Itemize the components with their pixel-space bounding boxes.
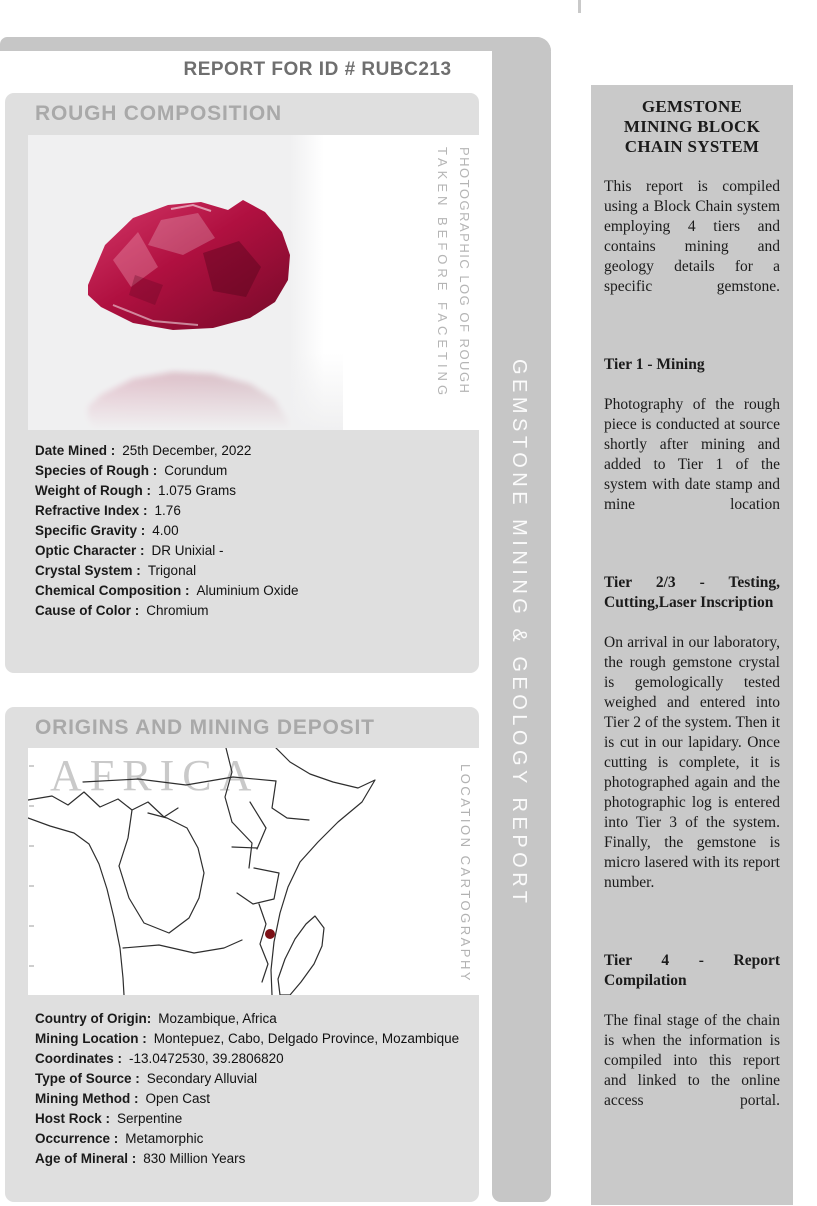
field-row-cause-of-color xyxy=(35,601,465,621)
tier1-heading: Tier 1 - Mining xyxy=(604,356,705,373)
field-value: Metamorphic xyxy=(125,1131,204,1146)
rough-composition-card xyxy=(5,93,479,673)
blockchain-heading: GEMSTONE MINING BLOCK CHAIN SYSTEM xyxy=(623,97,761,156)
origins-card xyxy=(5,707,479,1202)
field-row-weight xyxy=(35,481,465,501)
field-label: Occurrence : xyxy=(35,1131,119,1146)
field-value: -13.0472530, 39.2806820 xyxy=(129,1051,284,1066)
field-label: Species of Rough : xyxy=(35,463,158,478)
field-row-specific-gravity xyxy=(35,521,465,541)
rough-composition-title: ROUGH COMPOSITION xyxy=(35,102,282,125)
field-value: Trigonal xyxy=(147,563,197,578)
field-row-species xyxy=(35,461,465,481)
photo-caption-line1: PHOTOGRAPHIC LOG OF ROUGH xyxy=(457,147,472,395)
field-label: Date Mined : xyxy=(35,443,116,458)
tier1-body: Photography of the rough piece is conducted at source shortly after mining and added to Tier 1 of the system with date stamp and mine location xyxy=(604,396,780,513)
field-value: 25th December, 2022 xyxy=(122,443,252,458)
field-label: Crystal System : xyxy=(35,563,141,578)
mine-location-marker xyxy=(265,929,275,939)
africa-map-panel xyxy=(28,748,479,995)
field-row-occurrence xyxy=(35,1129,465,1149)
africa-map xyxy=(28,748,479,995)
field-value: Serpentine xyxy=(117,1111,183,1126)
blockchain-panel xyxy=(591,85,793,1205)
tier4-heading: Tier 4 - Report Compilation xyxy=(604,952,780,989)
tier4-body: The final stage of the chain is when the information is compiled into this report and linked to the online access portal. xyxy=(604,1012,780,1109)
field-row-refractive-index xyxy=(35,501,465,521)
field-label: Cause of Color : xyxy=(35,603,140,618)
field-row-crystal-system xyxy=(35,561,465,581)
field-row-date-mined xyxy=(35,441,465,461)
field-value: 1.075 Grams xyxy=(157,483,237,498)
vertical-title-strip xyxy=(492,37,551,1202)
field-label: Country of Origin: xyxy=(35,1011,152,1026)
tier23-heading: Tier 2/3 - Testing, Cutting,Laser Inscription xyxy=(604,574,780,611)
field-label: Refractive Index : xyxy=(35,503,148,518)
rough-fields-list xyxy=(35,441,465,621)
field-label: Type of Source : xyxy=(35,1071,140,1086)
map-caption: LOCATION CARTOGRAPHY xyxy=(458,764,473,984)
field-value: 830 Million Years xyxy=(143,1151,246,1166)
field-row-mining-location xyxy=(35,1029,465,1049)
map-watermark: AFRICA xyxy=(50,751,260,800)
field-value: 1.76 xyxy=(154,503,181,518)
field-value: Open Cast xyxy=(145,1091,211,1106)
field-label: Host Rock : xyxy=(35,1111,111,1126)
report-id-title: REPORT FOR ID # RUBC213 xyxy=(183,59,452,80)
field-value: DR Unixial - xyxy=(151,543,224,558)
photo-caption-line2: TAKEN BEFORE FACETING xyxy=(435,147,450,400)
field-row-host-rock xyxy=(35,1109,465,1129)
tier23-body: On arrival in our laboratory, the rough gemstone crystal is gemologically tested weighed and entered into Tier 2 of the system. Then it is cut in our lapidary. Once cutting is complete, it is photographed again and the photographic log is entered into Tier 3 of the system. Finally, the gemstone is micro lasered with its report number. xyxy=(604,634,780,891)
field-value: Montepuez, Cabo, Delgado Province, Mozambique xyxy=(153,1031,460,1046)
field-value: Mozambique, Africa xyxy=(158,1011,277,1026)
field-row-optic-character xyxy=(35,541,465,561)
origins-fields-list xyxy=(35,1009,465,1169)
field-label: Mining Method : xyxy=(35,1091,139,1106)
field-row-mining-method xyxy=(35,1089,465,1109)
origins-title: ORIGINS AND MINING DEPOSIT xyxy=(35,716,375,739)
field-row-type-of-source xyxy=(35,1069,465,1089)
field-row-age-of-mineral xyxy=(35,1149,465,1169)
field-label: Specific Gravity : xyxy=(35,523,146,538)
field-label: Coordinates : xyxy=(35,1051,123,1066)
field-row-country xyxy=(35,1009,465,1029)
rough-ruby-photo xyxy=(43,135,343,430)
field-value: Chromium xyxy=(146,603,209,618)
blockchain-intro: This report is compiled using a Block Chain system employing 4 tiers and contains mining and geology details for a specific gemstone. xyxy=(604,178,780,295)
field-label: Weight of Rough : xyxy=(35,483,151,498)
rough-photo-panel xyxy=(28,135,479,430)
field-value: Aluminium Oxide xyxy=(196,583,299,598)
field-value: Corundum xyxy=(164,463,228,478)
field-value: Secondary Alluvial xyxy=(146,1071,258,1086)
field-label: Chemical Composition : xyxy=(35,583,190,598)
field-label: Optic Character : xyxy=(35,543,145,558)
field-label: Mining Location : xyxy=(35,1031,147,1046)
field-label: Age of Mineral : xyxy=(35,1151,137,1166)
field-row-chemical-composition xyxy=(35,581,465,601)
frame-top-bar xyxy=(0,37,551,51)
top-edge-tick xyxy=(578,0,581,13)
vertical-report-title: GEMSTONE MINING & GEOLOGY REPORT xyxy=(508,359,530,908)
field-row-coordinates xyxy=(35,1049,465,1069)
field-value: 4.00 xyxy=(152,523,179,538)
